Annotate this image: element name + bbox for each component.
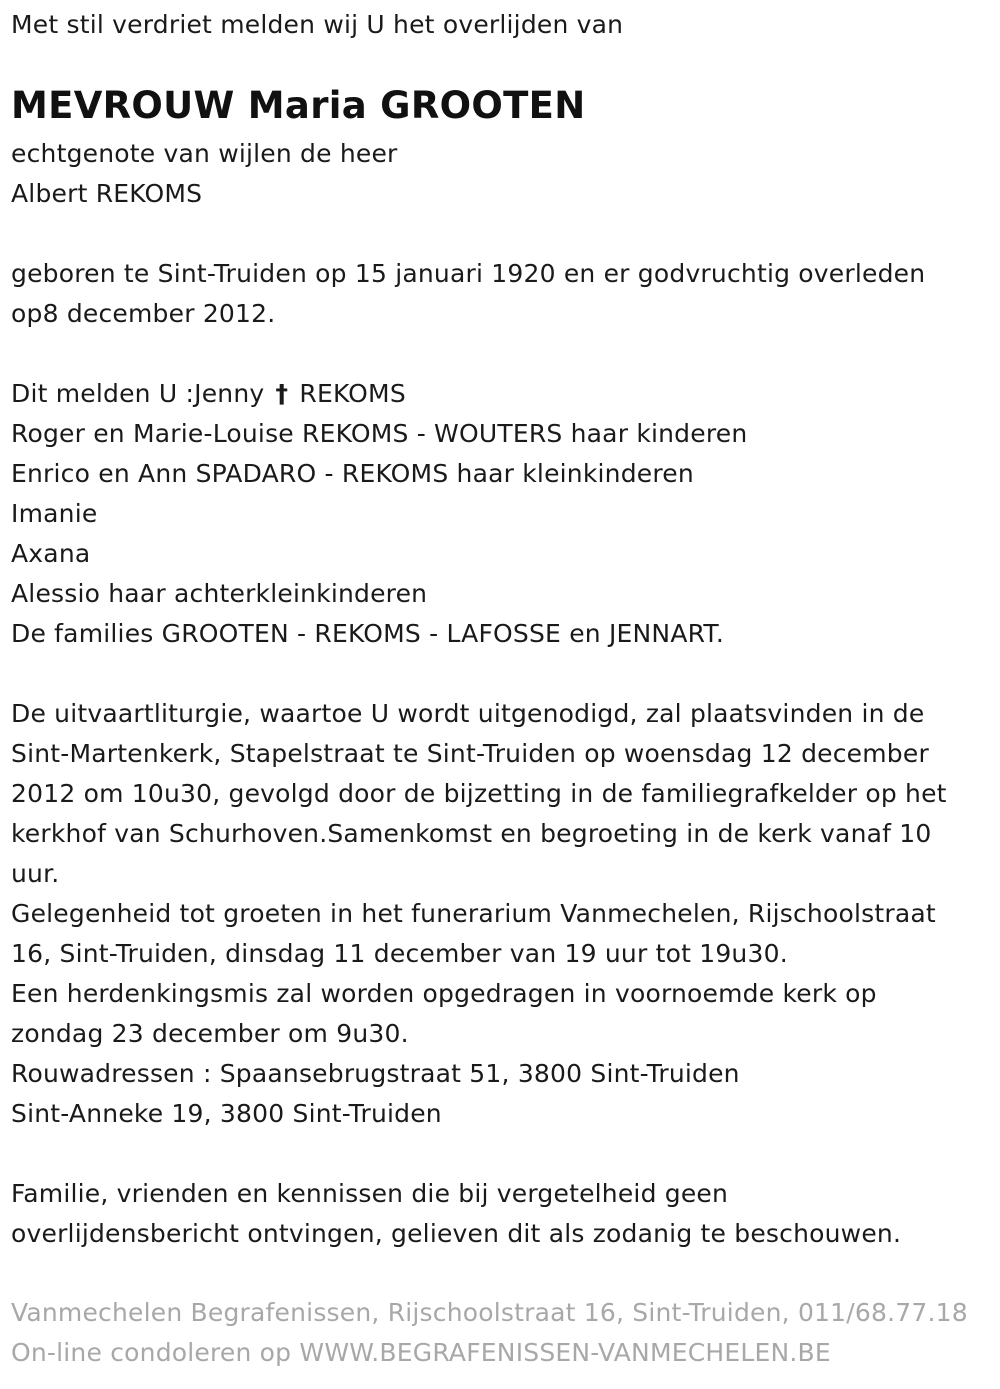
family-line: Imanie — [11, 499, 98, 528]
spouse-line: echtgenote van wijlen de heer — [11, 139, 398, 168]
birth-death-line: geboren te Sint-Truiden op 15 januari 1920 en er godvruchtig overleden — [11, 259, 926, 288]
family-line: Enrico en Ann SPADARO - REKOMS haar kleinkinderen — [11, 459, 694, 488]
mourning-address: Sint-Anneke 19, 3800 Sint-Truiden — [11, 1099, 442, 1128]
note-line: overlijdensbericht ontvingen, gelieven dit als zodanig te beschouwen. — [11, 1219, 902, 1248]
note-block — [11, 1174, 901, 1254]
mourning-address: Rouwadressen : Spaansebrugstraat 51, 3800 Sint-Truiden — [11, 1059, 740, 1088]
deceased-name: MEVROUW Maria GROOTEN — [11, 84, 586, 127]
footer — [11, 1293, 968, 1373]
spouse-name: Albert REKOMS — [11, 179, 203, 208]
intro-text: Met stil verdriet melden wij U het overlijden van — [11, 10, 624, 39]
family-first-suffix: REKOMS — [299, 379, 406, 408]
family-line: Roger en Marie-Louise REKOMS - WOUTERS haar kinderen — [11, 419, 748, 448]
funeral-home-info: Vanmechelen Begrafenissen, Rijschoolstraat 16, Sint-Truiden, 011/68.77.18 — [11, 1298, 968, 1327]
funeral-line: uur. — [11, 859, 60, 888]
family-block — [11, 374, 747, 654]
funeral-block — [11, 694, 947, 1134]
birth-death-line: op8 december 2012. — [11, 299, 276, 328]
funeral-line: 16, Sint-Truiden, dinsdag 11 december van 19 uur tot 19u30. — [11, 939, 788, 968]
family-line-first — [11, 374, 747, 414]
cross-icon: † — [275, 379, 289, 408]
note-line: Familie, vrienden en kennissen die bij vergetelheid geen — [11, 1179, 729, 1208]
spouse-block — [11, 134, 398, 214]
condolence-website: On-line condoleren op WWW.BEGRAFENISSEN-VANMECHELEN.BE — [11, 1338, 831, 1367]
funeral-line: De uitvaartliturgie, waartoe U wordt uitgenodigd, zal plaatsvinden in de — [11, 699, 925, 728]
funeral-line: 2012 om 10u30, gevolgd door de bijzetting in de familiegrafkelder op het — [11, 779, 947, 808]
family-line: Axana — [11, 539, 91, 568]
funeral-line: Gelegenheid tot groeten in het funerarium Vanmechelen, Rijschoolstraat — [11, 899, 936, 928]
funeral-line: kerkhof van Schurhoven.Samenkomst en begroeting in de kerk vanaf 10 — [11, 819, 932, 848]
birth-death-block — [11, 254, 925, 334]
funeral-line: Sint-Martenkerk, Stapelstraat te Sint-Truiden op woensdag 12 december — [11, 739, 929, 768]
funeral-line: zondag 23 december om 9u30. — [11, 1019, 409, 1048]
family-line: Alessio haar achterkleinkinderen — [11, 579, 428, 608]
funeral-line: Een herdenkingsmis zal worden opgedragen in voornoemde kerk op — [11, 979, 877, 1008]
family-first-prefix: Dit melden U :Jenny — [11, 379, 265, 408]
family-line: De families GROOTEN - REKOMS - LAFOSSE en JENNART. — [11, 619, 725, 648]
